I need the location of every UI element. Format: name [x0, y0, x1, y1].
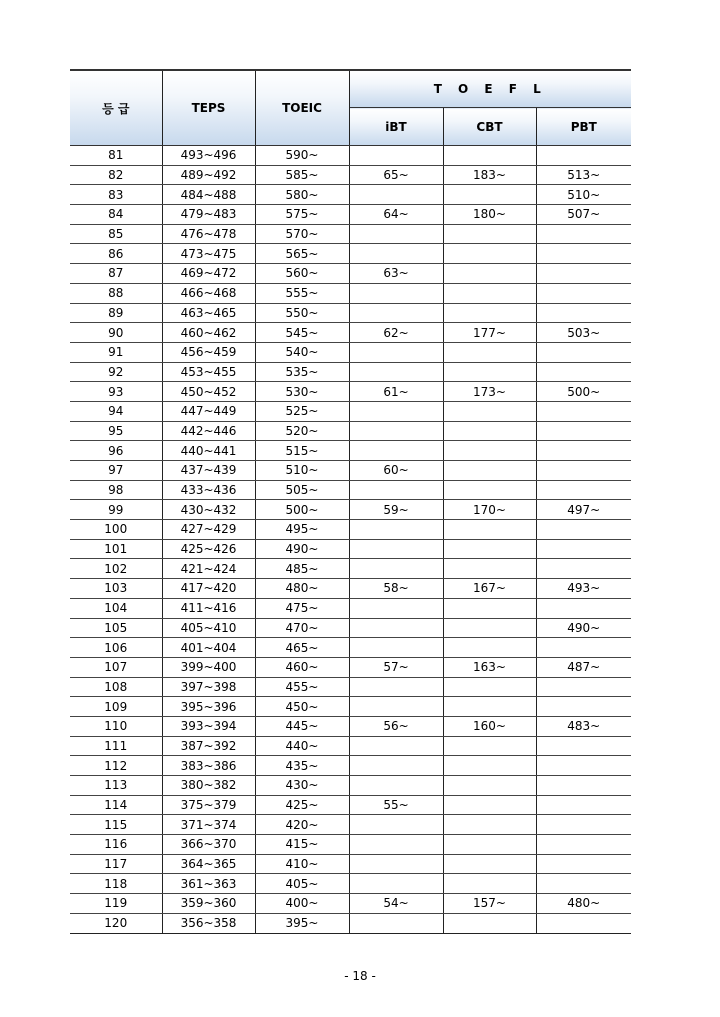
- teps-cell: 425~426: [162, 539, 255, 559]
- cbt-cell: [443, 874, 536, 894]
- toeic-cell: 460~: [255, 657, 349, 677]
- ibt-cell: [349, 776, 443, 796]
- ibt-cell: [349, 244, 443, 264]
- ibt-cell: [349, 874, 443, 894]
- table-body: [70, 146, 631, 934]
- toeic-cell: 485~: [255, 559, 349, 579]
- ibt-cell: 64~: [349, 205, 443, 225]
- ibt-cell: 59~: [349, 500, 443, 520]
- ibt-cell: [349, 362, 443, 382]
- cbt-cell: 160~: [443, 716, 536, 736]
- grade-cell: 99: [70, 500, 162, 520]
- grade-cell: 93: [70, 382, 162, 402]
- page-number: - 18 -: [344, 969, 376, 983]
- cbt-cell: [443, 559, 536, 579]
- pbt-cell: [536, 913, 631, 933]
- teps-cell: 387~392: [162, 736, 255, 756]
- ibt-cell: [349, 283, 443, 303]
- ibt-cell: [349, 441, 443, 461]
- toeic-cell: 400~: [255, 894, 349, 914]
- ibt-cell: [349, 854, 443, 874]
- ibt-cell: [349, 224, 443, 244]
- toeic-cell: 560~: [255, 264, 349, 284]
- pbt-cell: [536, 342, 631, 362]
- grade-cell: 102: [70, 559, 162, 579]
- teps-cell: 442~446: [162, 421, 255, 441]
- table-row: [70, 303, 631, 323]
- grade-cell: 115: [70, 815, 162, 835]
- pbt-cell: [536, 244, 631, 264]
- ibt-cell: [349, 913, 443, 933]
- ibt-cell: [349, 815, 443, 835]
- table-row: [70, 283, 631, 303]
- teps-cell: 366~370: [162, 835, 255, 855]
- cbt-cell: [443, 756, 536, 776]
- grade-cell: 91: [70, 342, 162, 362]
- ibt-cell: [349, 146, 443, 166]
- table-row: [70, 638, 631, 658]
- toeic-cell: 580~: [255, 185, 349, 205]
- pbt-cell: [536, 697, 631, 717]
- toeic-cell: 415~: [255, 835, 349, 855]
- teps-cell: 447~449: [162, 401, 255, 421]
- table-row: [70, 913, 631, 933]
- cbt-cell: 183~: [443, 165, 536, 185]
- cbt-cell: [443, 835, 536, 855]
- grade-cell: 94: [70, 401, 162, 421]
- table-row: [70, 579, 631, 599]
- grade-cell: 81: [70, 146, 162, 166]
- table-row: [70, 716, 631, 736]
- grade-cell: 118: [70, 874, 162, 894]
- teps-cell: 493~496: [162, 146, 255, 166]
- toeic-cell: 590~: [255, 146, 349, 166]
- ibt-cell: [349, 697, 443, 717]
- ibt-cell: 55~: [349, 795, 443, 815]
- grade-cell: 105: [70, 618, 162, 638]
- table-row: [70, 323, 631, 343]
- ibt-cell: 63~: [349, 264, 443, 284]
- cbt-cell: [443, 795, 536, 815]
- grade-cell: 109: [70, 697, 162, 717]
- ibt-cell: [349, 421, 443, 441]
- toeic-cell: 570~: [255, 224, 349, 244]
- table-row: [70, 756, 631, 776]
- teps-cell: 453~455: [162, 362, 255, 382]
- header-toefl: T O E F L: [349, 70, 631, 108]
- toeic-cell: 425~: [255, 795, 349, 815]
- cbt-cell: [443, 146, 536, 166]
- grade-cell: 113: [70, 776, 162, 796]
- table-header: [70, 70, 631, 146]
- toeic-cell: 395~: [255, 913, 349, 933]
- toeic-cell: 430~: [255, 776, 349, 796]
- cbt-cell: [443, 264, 536, 284]
- ibt-cell: [349, 638, 443, 658]
- toeic-cell: 470~: [255, 618, 349, 638]
- pbt-cell: 487~: [536, 657, 631, 677]
- toeic-cell: 435~: [255, 756, 349, 776]
- ibt-cell: 61~: [349, 382, 443, 402]
- toeic-cell: 490~: [255, 539, 349, 559]
- grade-cell: 87: [70, 264, 162, 284]
- cbt-cell: 170~: [443, 500, 536, 520]
- ibt-cell: [349, 539, 443, 559]
- pbt-cell: 513~: [536, 165, 631, 185]
- pbt-cell: [536, 401, 631, 421]
- header-teps: TEPS: [162, 70, 255, 146]
- pbt-cell: [536, 539, 631, 559]
- teps-cell: 469~472: [162, 264, 255, 284]
- pbt-cell: [536, 441, 631, 461]
- table-row: [70, 401, 631, 421]
- ibt-cell: [349, 520, 443, 540]
- cbt-cell: [443, 539, 536, 559]
- cbt-cell: [443, 736, 536, 756]
- grade-cell: 110: [70, 716, 162, 736]
- pbt-cell: 500~: [536, 382, 631, 402]
- grade-cell: 82: [70, 165, 162, 185]
- cbt-cell: [443, 283, 536, 303]
- pbt-cell: [536, 835, 631, 855]
- teps-cell: 380~382: [162, 776, 255, 796]
- pbt-cell: [536, 520, 631, 540]
- cbt-cell: [443, 815, 536, 835]
- toeic-cell: 500~: [255, 500, 349, 520]
- teps-cell: 405~410: [162, 618, 255, 638]
- teps-cell: 375~379: [162, 795, 255, 815]
- teps-cell: 450~452: [162, 382, 255, 402]
- table-row: [70, 618, 631, 638]
- ibt-cell: 58~: [349, 579, 443, 599]
- pbt-cell: [536, 264, 631, 284]
- cbt-cell: 167~: [443, 579, 536, 599]
- teps-cell: 417~420: [162, 579, 255, 599]
- grade-cell: 114: [70, 795, 162, 815]
- ibt-cell: [349, 401, 443, 421]
- ibt-cell: [349, 677, 443, 697]
- table-row: [70, 815, 631, 835]
- cbt-cell: 177~: [443, 323, 536, 343]
- header-cbt: CBT: [443, 108, 536, 146]
- table-row: [70, 146, 631, 166]
- teps-cell: 430~432: [162, 500, 255, 520]
- ibt-cell: 60~: [349, 461, 443, 481]
- grade-cell: 84: [70, 205, 162, 225]
- ibt-cell: [349, 559, 443, 579]
- pbt-cell: 490~: [536, 618, 631, 638]
- teps-cell: 371~374: [162, 815, 255, 835]
- table-row: [70, 205, 631, 225]
- ibt-cell: [349, 736, 443, 756]
- teps-cell: 437~439: [162, 461, 255, 481]
- header-pbt: PBT: [536, 108, 631, 146]
- teps-cell: 456~459: [162, 342, 255, 362]
- ibt-cell: [349, 835, 443, 855]
- table-row: [70, 342, 631, 362]
- pbt-cell: 480~: [536, 894, 631, 914]
- teps-cell: 427~429: [162, 520, 255, 540]
- table-row: [70, 461, 631, 481]
- teps-cell: 479~483: [162, 205, 255, 225]
- ibt-cell: 56~: [349, 716, 443, 736]
- grade-cell: 85: [70, 224, 162, 244]
- teps-cell: 399~400: [162, 657, 255, 677]
- toeic-cell: 465~: [255, 638, 349, 658]
- toeic-cell: 575~: [255, 205, 349, 225]
- cbt-cell: [443, 598, 536, 618]
- pbt-cell: [536, 146, 631, 166]
- grade-cell: 104: [70, 598, 162, 618]
- teps-cell: 397~398: [162, 677, 255, 697]
- table-row: [70, 480, 631, 500]
- pbt-cell: [536, 736, 631, 756]
- grade-cell: 120: [70, 913, 162, 933]
- pbt-cell: 483~: [536, 716, 631, 736]
- table-row: [70, 854, 631, 874]
- grade-cell: 90: [70, 323, 162, 343]
- pbt-cell: [536, 677, 631, 697]
- pbt-cell: [536, 874, 631, 894]
- teps-cell: 364~365: [162, 854, 255, 874]
- teps-cell: 361~363: [162, 874, 255, 894]
- table-row: [70, 795, 631, 815]
- cbt-cell: [443, 697, 536, 717]
- pbt-cell: [536, 776, 631, 796]
- teps-cell: 356~358: [162, 913, 255, 933]
- grade-cell: 89: [70, 303, 162, 323]
- pbt-cell: 503~: [536, 323, 631, 343]
- grade-cell: 98: [70, 480, 162, 500]
- score-conversion-table: [70, 69, 631, 934]
- cbt-cell: [443, 618, 536, 638]
- cbt-cell: 163~: [443, 657, 536, 677]
- grade-cell: 107: [70, 657, 162, 677]
- pbt-cell: [536, 362, 631, 382]
- pbt-cell: [536, 795, 631, 815]
- teps-cell: 489~492: [162, 165, 255, 185]
- toeic-cell: 440~: [255, 736, 349, 756]
- cbt-cell: 157~: [443, 894, 536, 914]
- table-row: [70, 657, 631, 677]
- toeic-cell: 545~: [255, 323, 349, 343]
- toeic-cell: 585~: [255, 165, 349, 185]
- table-row: [70, 736, 631, 756]
- ibt-cell: [349, 618, 443, 638]
- pbt-cell: [536, 638, 631, 658]
- teps-cell: 460~462: [162, 323, 255, 343]
- cbt-cell: [443, 421, 536, 441]
- table-row: [70, 559, 631, 579]
- teps-cell: 383~386: [162, 756, 255, 776]
- toeic-cell: 520~: [255, 421, 349, 441]
- cbt-cell: 173~: [443, 382, 536, 402]
- table-row: [70, 244, 631, 264]
- grade-cell: 97: [70, 461, 162, 481]
- pbt-cell: [536, 283, 631, 303]
- cbt-cell: [443, 520, 536, 540]
- cbt-cell: 180~: [443, 205, 536, 225]
- table-row: [70, 697, 631, 717]
- toeic-cell: 505~: [255, 480, 349, 500]
- grade-cell: 100: [70, 520, 162, 540]
- table-row: [70, 520, 631, 540]
- header-ibt: iBT: [349, 108, 443, 146]
- header-grade: 등 급: [70, 70, 162, 146]
- grade-cell: 95: [70, 421, 162, 441]
- pbt-cell: [536, 559, 631, 579]
- toeic-cell: 445~: [255, 716, 349, 736]
- cbt-cell: [443, 461, 536, 481]
- teps-cell: 440~441: [162, 441, 255, 461]
- teps-cell: 393~394: [162, 716, 255, 736]
- grade-cell: 103: [70, 579, 162, 599]
- teps-cell: 395~396: [162, 697, 255, 717]
- toeic-cell: 405~: [255, 874, 349, 894]
- table-row: [70, 165, 631, 185]
- pbt-cell: 507~: [536, 205, 631, 225]
- ibt-cell: 54~: [349, 894, 443, 914]
- cbt-cell: [443, 854, 536, 874]
- ibt-cell: 62~: [349, 323, 443, 343]
- table-row: [70, 598, 631, 618]
- grade-cell: 119: [70, 894, 162, 914]
- toeic-cell: 530~: [255, 382, 349, 402]
- toeic-cell: 420~: [255, 815, 349, 835]
- ibt-cell: 57~: [349, 657, 443, 677]
- pbt-cell: [536, 224, 631, 244]
- ibt-cell: [349, 185, 443, 205]
- table-row: [70, 539, 631, 559]
- cbt-cell: [443, 244, 536, 264]
- cbt-cell: [443, 185, 536, 205]
- toeic-cell: 510~: [255, 461, 349, 481]
- table-row: [70, 894, 631, 914]
- toeic-cell: 515~: [255, 441, 349, 461]
- grade-cell: 116: [70, 835, 162, 855]
- pbt-cell: [536, 303, 631, 323]
- pbt-cell: [536, 461, 631, 481]
- toeic-cell: 450~: [255, 697, 349, 717]
- teps-cell: 433~436: [162, 480, 255, 500]
- teps-cell: 401~404: [162, 638, 255, 658]
- cbt-cell: [443, 480, 536, 500]
- table-row: [70, 677, 631, 697]
- cbt-cell: [443, 677, 536, 697]
- teps-cell: 359~360: [162, 894, 255, 914]
- grade-cell: 96: [70, 441, 162, 461]
- ibt-cell: [349, 303, 443, 323]
- teps-cell: 484~488: [162, 185, 255, 205]
- toeic-cell: 410~: [255, 854, 349, 874]
- pbt-cell: [536, 815, 631, 835]
- cbt-cell: [443, 638, 536, 658]
- toeic-cell: 525~: [255, 401, 349, 421]
- toeic-cell: 495~: [255, 520, 349, 540]
- toeic-cell: 475~: [255, 598, 349, 618]
- toeic-cell: 480~: [255, 579, 349, 599]
- teps-cell: 466~468: [162, 283, 255, 303]
- grade-cell: 111: [70, 736, 162, 756]
- ibt-cell: [349, 342, 443, 362]
- pbt-cell: [536, 480, 631, 500]
- cbt-cell: [443, 913, 536, 933]
- pbt-cell: [536, 756, 631, 776]
- pbt-cell: 510~: [536, 185, 631, 205]
- toeic-cell: 565~: [255, 244, 349, 264]
- table-row: [70, 185, 631, 205]
- cbt-cell: [443, 401, 536, 421]
- cbt-cell: [443, 303, 536, 323]
- toeic-cell: 455~: [255, 677, 349, 697]
- table-row: [70, 441, 631, 461]
- cbt-cell: [443, 342, 536, 362]
- pbt-cell: [536, 598, 631, 618]
- pbt-cell: [536, 421, 631, 441]
- cbt-cell: [443, 776, 536, 796]
- table-row: [70, 362, 631, 382]
- grade-cell: 92: [70, 362, 162, 382]
- teps-cell: 463~465: [162, 303, 255, 323]
- header-toeic: TOEIC: [255, 70, 349, 146]
- grade-cell: 88: [70, 283, 162, 303]
- table-row: [70, 421, 631, 441]
- teps-cell: 411~416: [162, 598, 255, 618]
- pbt-cell: 493~: [536, 579, 631, 599]
- toeic-cell: 550~: [255, 303, 349, 323]
- grade-cell: 86: [70, 244, 162, 264]
- teps-cell: 421~424: [162, 559, 255, 579]
- toeic-cell: 540~: [255, 342, 349, 362]
- ibt-cell: [349, 480, 443, 500]
- grade-cell: 112: [70, 756, 162, 776]
- table-row: [70, 224, 631, 244]
- cbt-cell: [443, 362, 536, 382]
- cbt-cell: [443, 224, 536, 244]
- pbt-cell: [536, 854, 631, 874]
- grade-cell: 101: [70, 539, 162, 559]
- pbt-cell: 497~: [536, 500, 631, 520]
- table-row: [70, 835, 631, 855]
- ibt-cell: [349, 756, 443, 776]
- ibt-cell: 65~: [349, 165, 443, 185]
- table-row: [70, 776, 631, 796]
- teps-cell: 473~475: [162, 244, 255, 264]
- grade-cell: 83: [70, 185, 162, 205]
- grade-cell: 106: [70, 638, 162, 658]
- table-row: [70, 264, 631, 284]
- grade-cell: 117: [70, 854, 162, 874]
- table-row: [70, 500, 631, 520]
- table-row: [70, 382, 631, 402]
- teps-cell: 476~478: [162, 224, 255, 244]
- table-row: [70, 874, 631, 894]
- cbt-cell: [443, 441, 536, 461]
- toeic-cell: 535~: [255, 362, 349, 382]
- grade-cell: 108: [70, 677, 162, 697]
- ibt-cell: [349, 598, 443, 618]
- toeic-cell: 555~: [255, 283, 349, 303]
